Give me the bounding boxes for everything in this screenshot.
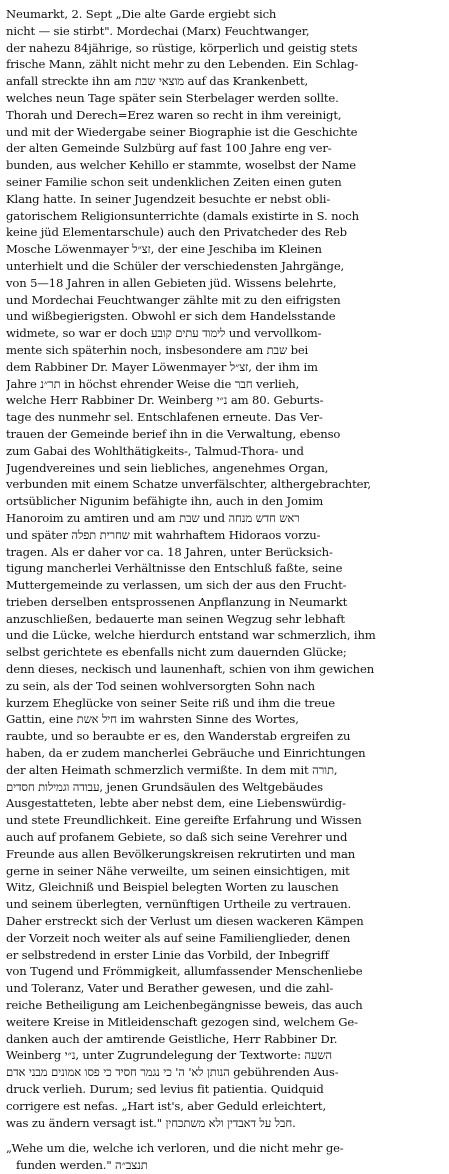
- article-line: anfall streckte ihn am מוצאי שבת auf das Krankenbett,: [6, 74, 309, 89]
- article-line: Weinberg נ״י, unter Zugrundelegung der Textworte: השעה: [6, 1048, 332, 1063]
- article-line: danken auch der amtirende Geistliche, Herr Rabbiner Dr.: [6, 1031, 338, 1046]
- article-line: Freunde aus allen Bevölkerungskreisen rekrutirten und man: [6, 846, 356, 861]
- article-line: Neumarkt, 2. Sept „Die alte Garde ergiebt sich: [6, 7, 277, 21]
- article-line: Jugendvereines und sein liebliches, angenehmes Organ,: [6, 460, 329, 475]
- article-line: zu sein, als der Tod seinen wohlversorgten Sohn nach: [6, 678, 315, 693]
- article-line: Ausgestatteten, lebte aber nebst dem, eine Liebenswürdig-: [6, 796, 346, 811]
- article-line: tigung mancherlei Verhältnisse den Entschluß faßte, seine: [6, 561, 343, 576]
- article-line: der Vorzeit noch weiter als auf seine Familienglieder, denen: [6, 930, 351, 945]
- article-line: und wißbegierigsten. Obwohl er sich dem Handelsstande: [6, 309, 336, 324]
- article-line: Hanoroim zu amtiren und am שבת und ראש חדש מנחה: [6, 510, 300, 525]
- article-line: kurzem Eheglücke von seiner Seite riß und ihm die treue: [6, 695, 335, 710]
- article-line: der alten Gemeinde Sulzbürg auf fast 100 Jahre eng ver-: [6, 141, 332, 156]
- article-line: der alten Heimath schmerzlich vermißte. In dem mit תורה,: [6, 762, 338, 777]
- article-line: und seinem überlegten, vernünftigen Urtheile zu vertrauen.: [6, 897, 352, 912]
- article-line: und stete Freundlichkeit. Eine gereifte Erfahrung und Wissen: [6, 813, 362, 828]
- article-line: tragen. Als er daher vor ca. 18 Jahren, unter Berücksich-: [6, 544, 333, 559]
- article-line: trauen der Gemeinde berief ihn in die Verwaltung, ebenso: [6, 426, 341, 441]
- article-line: druck verlieh. Durum; sed levius fit patientia. Quidquid: [6, 1082, 324, 1096]
- article-line: עבודה וגמילות חסדים, jenen Grundsäulen des Weltgebäudes: [6, 779, 323, 794]
- article-line: verbunden mit einem Schatze unverfälschter, althergebrachter,: [6, 477, 371, 492]
- article-line: nicht — sie stirbt". Mordechai (Marx) Feuchtwanger,: [6, 23, 310, 38]
- obituary-article: [6, 6, 443, 1174]
- article-line: und mit der Wiedergabe seiner Biographie ist die Geschichte: [6, 124, 358, 139]
- article-line: dem Rabbiner Dr. Mayer Löwenmayer זצ״ל, der ihm im: [6, 359, 318, 374]
- article-line: zum Gabai des Wohlthätigkeits-, Talmud-Thora- und: [6, 443, 304, 458]
- article-line: auch auf profanem Gebiete, so daß sich seine Verehrer und: [6, 830, 348, 845]
- article-line: denn dieses, neckisch und launenhaft, schien von ihm gewichen: [6, 662, 375, 677]
- article-line: mente sich späterhin noch, insbesondere am שבת bei: [6, 342, 309, 357]
- article-line: Witz, Gleichniß und Beispiel belegten Worten zu lauschen: [6, 880, 339, 895]
- article-line: Daher erstreckt sich der Verlust um diesen wackeren Kämpen: [6, 914, 364, 929]
- article-line: Gattin, eine חיל אשת im wahrsten Sinne des Wortes,: [6, 712, 299, 727]
- article-line: und Mordechai Feuchtwanger zählte mit zu den eifrigsten: [6, 292, 341, 307]
- article-line: haben, da er zudem mancherlei Gebräuche und Einrichtungen: [6, 746, 366, 761]
- article-line: was zu ändern versagt ist." חבל על דאבדין ולא משתכחין.: [6, 1115, 296, 1130]
- article-line: corrigere est nefas. „Hart ist's, aber Geduld erleichtert,: [6, 1098, 326, 1113]
- article-line: ortsüblicher Nigunim befähigte ihn, auch in den Jomim: [6, 494, 324, 509]
- article-line: Klang hatte. In seiner Jugendzeit besuchte er nebst obli-: [6, 191, 331, 206]
- article-line: anzuschließen, bedauerte man seinen Wegzug sehr lebhaft: [6, 611, 345, 626]
- article-line: welches neun Tage später sein Sterbelager werden sollte.: [6, 90, 339, 105]
- article-line: und die Lücke, welche hierdurch entstand war schmerzlich, ihm: [6, 628, 376, 643]
- article-line: gatorischem Religionsunterrichte (damals existirte in S. noch: [6, 208, 359, 223]
- article-line: tage des nunmehr sel. Entschlafenen erneute. Das Ver-: [6, 410, 323, 425]
- article-line: keine jüd Elementarschule) auch den Privatcheder des Reb: [6, 225, 347, 240]
- article-line: reiche Betheiligung am Leichenbegängnisse beweis, das auch: [6, 998, 363, 1013]
- closing-quote-line: „Wehe um die, welche ich verloren, und die nicht mehr ge-: [6, 1141, 344, 1156]
- article-line: gerne in seiner Nähe verweilte, um seinen einsichtigen, mit: [6, 863, 350, 878]
- article-line: von 5—18 Jahren in allen Gebieten jüd. Wissens belehrte,: [6, 275, 337, 290]
- article-line: הנותן לא' ה' כי נגמר חסיד כי פסו אמונים מבני אדם gebührenden Aus-: [6, 1065, 339, 1080]
- article-line: bunden, aus welcher Kehillo er stammte, woselbst der Name: [6, 158, 356, 173]
- article-line: und Toleranz, Vater und Berather gewesen, und die zahl-: [6, 981, 334, 996]
- article-line: trieben derselben entsprossenen Anpflanzung in Neumarkt: [6, 594, 348, 609]
- article-line: weitere Kreise in Mitleidenschaft gezogen sind, welchem Ge-: [6, 1014, 358, 1029]
- article-line: von Tugend und Frömmigkeit, allumfassender Menschenliebe: [6, 964, 363, 979]
- article-line: und später שחרית תפלה mit wahrhaftem Hidoraos vorzu-: [6, 527, 321, 542]
- article-line: er selbstredend in erster Linie das Vorbild, der Inbegriff: [6, 947, 329, 962]
- article-line: welche Herr Rabbiner Dr. Weinberg נ״י am 80. Geburts-: [6, 393, 324, 408]
- article-line: der nahezu 84jährige, so rüstige, körperlich und geistig stets: [6, 40, 358, 55]
- closing-quote-line: funden werden." תנצב״ה: [16, 1158, 148, 1173]
- article-line: seiner Familie schon seit undenklichen Zeiten einen guten: [6, 174, 342, 189]
- article-line: Jahre תר״נ in höchst ehrender Weise die חבר verlieh,: [6, 376, 300, 391]
- article-line: Mosche Löwenmayer זצ״ל, der eine Jeschiba im Kleinen: [6, 242, 322, 257]
- article-line: frische Mann, zählt nicht mehr zu den Lebenden. Ein Schlag-: [6, 57, 359, 72]
- article-line: unterhielt und die Schüler der verschiedensten Jahrgänge,: [6, 258, 345, 273]
- article-line: Muttergemeinde zu verlassen, um sich der aus den Frucht-: [6, 578, 347, 593]
- article-line: widmete, so war er doch לימוד עתים קובע und vervollkom-: [6, 326, 322, 341]
- article-line: Thorah und Derech=Erez waren so recht in ihm vereinigt,: [6, 107, 342, 122]
- article-line: raubte, und so beraubte er es, den Wanderstab ergreifen zu: [6, 729, 351, 744]
- paragraph-gap: [6, 1131, 443, 1140]
- article-line: selbst gerichtete es ebenfalls nicht zum dauernden Glücke;: [6, 645, 347, 660]
